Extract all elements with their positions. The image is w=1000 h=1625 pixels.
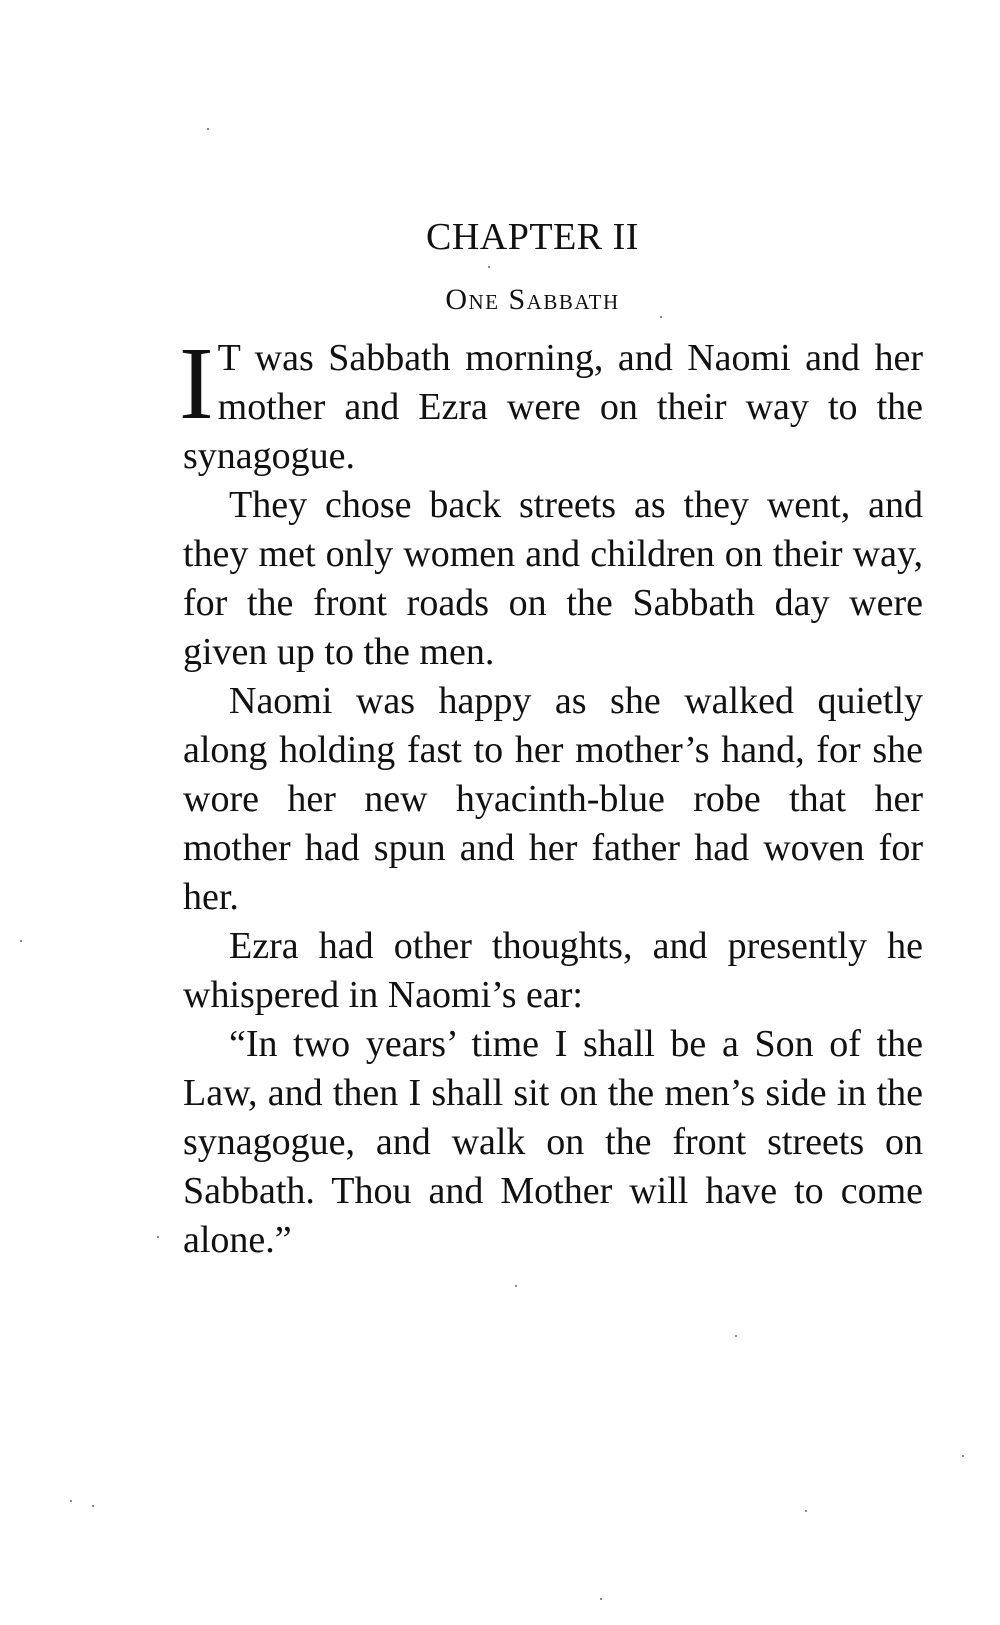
paragraph-3: Naomi was happy as she walked quietly along holding fast to her mother’s hand, for she wore her new hyacinth-blue robe that her mother had spun and her father had woven for her. (183, 680, 923, 918)
drop-cap-letter: I (179, 326, 214, 441)
scan-speck (515, 1285, 517, 1287)
scan-speck (157, 1236, 159, 1238)
scan-speck (70, 1500, 72, 1502)
chapter-subtitle: One Sabbath (445, 283, 620, 316)
scan-speck (488, 266, 490, 268)
paragraph-1 (179, 326, 923, 481)
scan-speck (20, 940, 22, 942)
scan-speck (207, 128, 209, 130)
paragraph-2: They chose back streets as they went, and they met only women and children on their way, for the front roads on the Sabbath day were given up to the men. (183, 484, 923, 673)
scan-speck (805, 1510, 807, 1512)
chapter-text (179, 326, 923, 1265)
paragraph-5: “In two years’ time I shall be a Son of the Law, and then I shall sit on the men’s side in the synagogue, and walk on the front streets on Sabbath. Thou and Mother will have to come alone.” (183, 1023, 923, 1261)
scan-speck (600, 1598, 602, 1600)
paragraph-1-text: T was Sabbath morning, and Naomi and her mother and Ezra were on their way to the synagogue. (183, 337, 923, 477)
chapter-heading: CHAPTER II (426, 216, 639, 258)
scan-speck (962, 1455, 964, 1457)
scan-speck (735, 1335, 737, 1337)
scan-speck (92, 1505, 94, 1507)
paragraph-4: Ezra had other thoughts, and presently he whispered in Naomi’s ear: (183, 925, 923, 1016)
scan-speck (660, 316, 662, 318)
